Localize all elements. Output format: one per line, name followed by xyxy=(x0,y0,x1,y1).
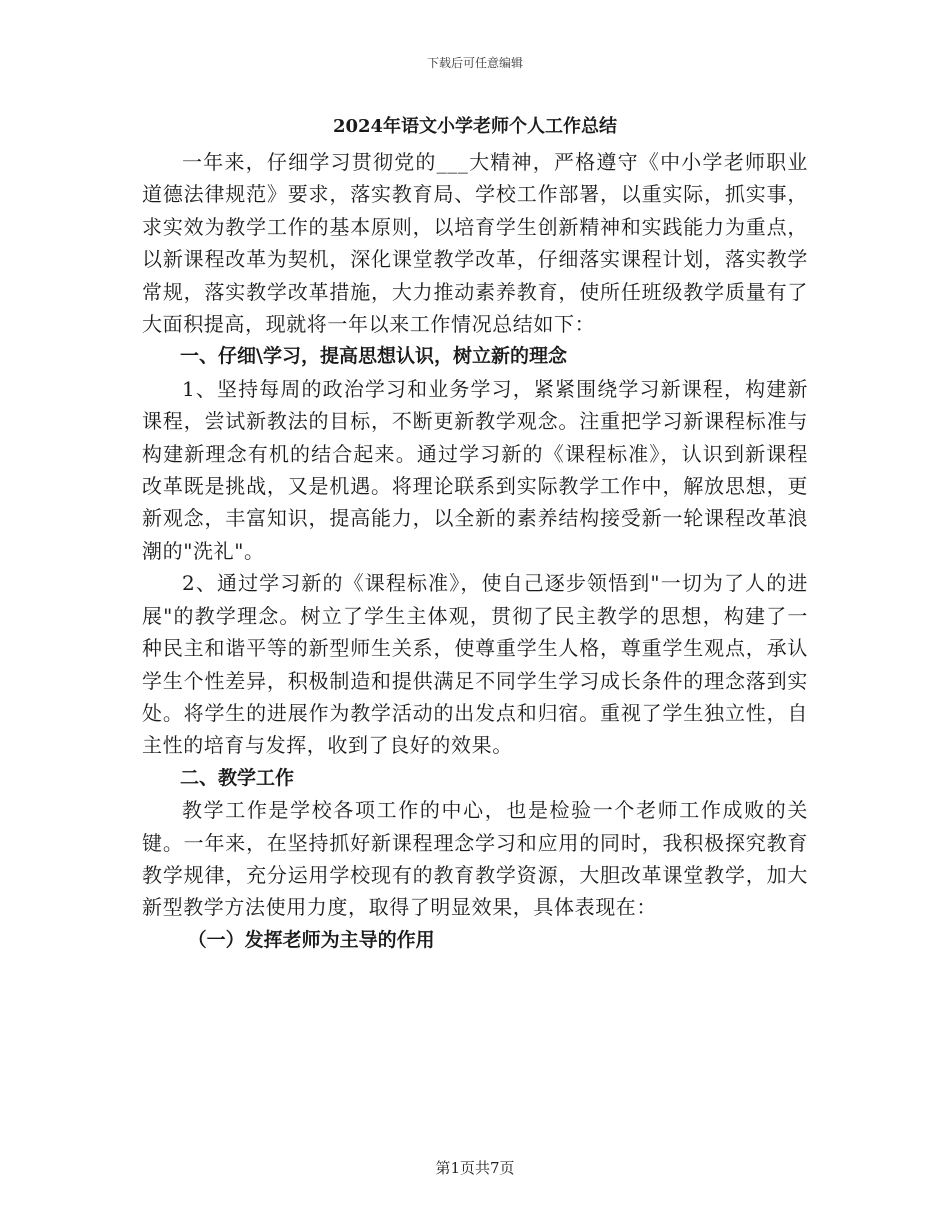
section2-paragraph-1: 教学工作是学校各项工作的中心，也是检验一个老师工作成败的关键。一年来，在坚持抓好新课程理念学习和应用的同时，我积极探究教育教学规律，充分运用学校现有的教育教学资源，大胆改革课堂教学，加大新型教学方法使用力度，取得了明显效果，具体表现在： xyxy=(142,798,808,920)
section1-paragraph-2: 2、通过学习新的《课程标准》，使自己逐步领悟到"一切为了人的进展"的教学理念。树立了学生主体观，贯彻了民主教学的思想，构建了一种民主和谐平等的新型师生关系，使尊重学生人格，尊重学生观点，承认学生个性差异，积极制造和提供满足不同学生学习成长条件的理念落到实处。将学生的进展作为教学活动的出发点和归宿。重视了学生独立性，自主性的培育与发挥，收到了良好的效果。 xyxy=(142,571,808,758)
section1-paragraph-1: 1、坚持每周的政治学习和业务学习，紧紧围绕学习新课程，构建新课程，尝试新教法的目标，不断更新教学观念。注重把学习新课程标准与构建新理念有机的结合起来。通过学习新的《课程标准》，认识到新课程改革既是挑战，又是机遇。将理论联系到实际教学工作中，解放思想，更新观念，丰富知识，提高能力，以全新的素养结构接受新一轮课程改革浪潮的"洗礼"。 xyxy=(142,376,808,563)
section1-heading: 一、仔细\学习，提高思想认识，树立新的理念 xyxy=(180,345,567,368)
header-note: 下载后可任意编辑 xyxy=(426,56,523,70)
document-body xyxy=(142,112,808,956)
section2-heading: 二、教学工作 xyxy=(180,766,295,789)
document-title: 2024年语文小学老师个人工作总结 xyxy=(332,116,618,137)
intro-paragraph: 一年来，仔细学习贯彻党的___大精神，严格遵守《中小学老师职业道德法律规范》要求，落实教育局、学校工作部署，以重实际，抓实事，求实效为教学工作的基本原则，以培育学生创新精神和实践能力为重点，以新课程改革为契机，深化课堂教学改革，仔细落实课程计划，落实教学常规，落实教学改革措施，大力推动素养教育，使所任班级教学质量有了大面积提高，现就将一年以来工作情况总结如下： xyxy=(142,150,808,337)
page-footer: 第1页共7页 xyxy=(435,1159,515,1177)
section2-subheading-1: （一）发挥老师为主导的作用 xyxy=(187,928,435,951)
